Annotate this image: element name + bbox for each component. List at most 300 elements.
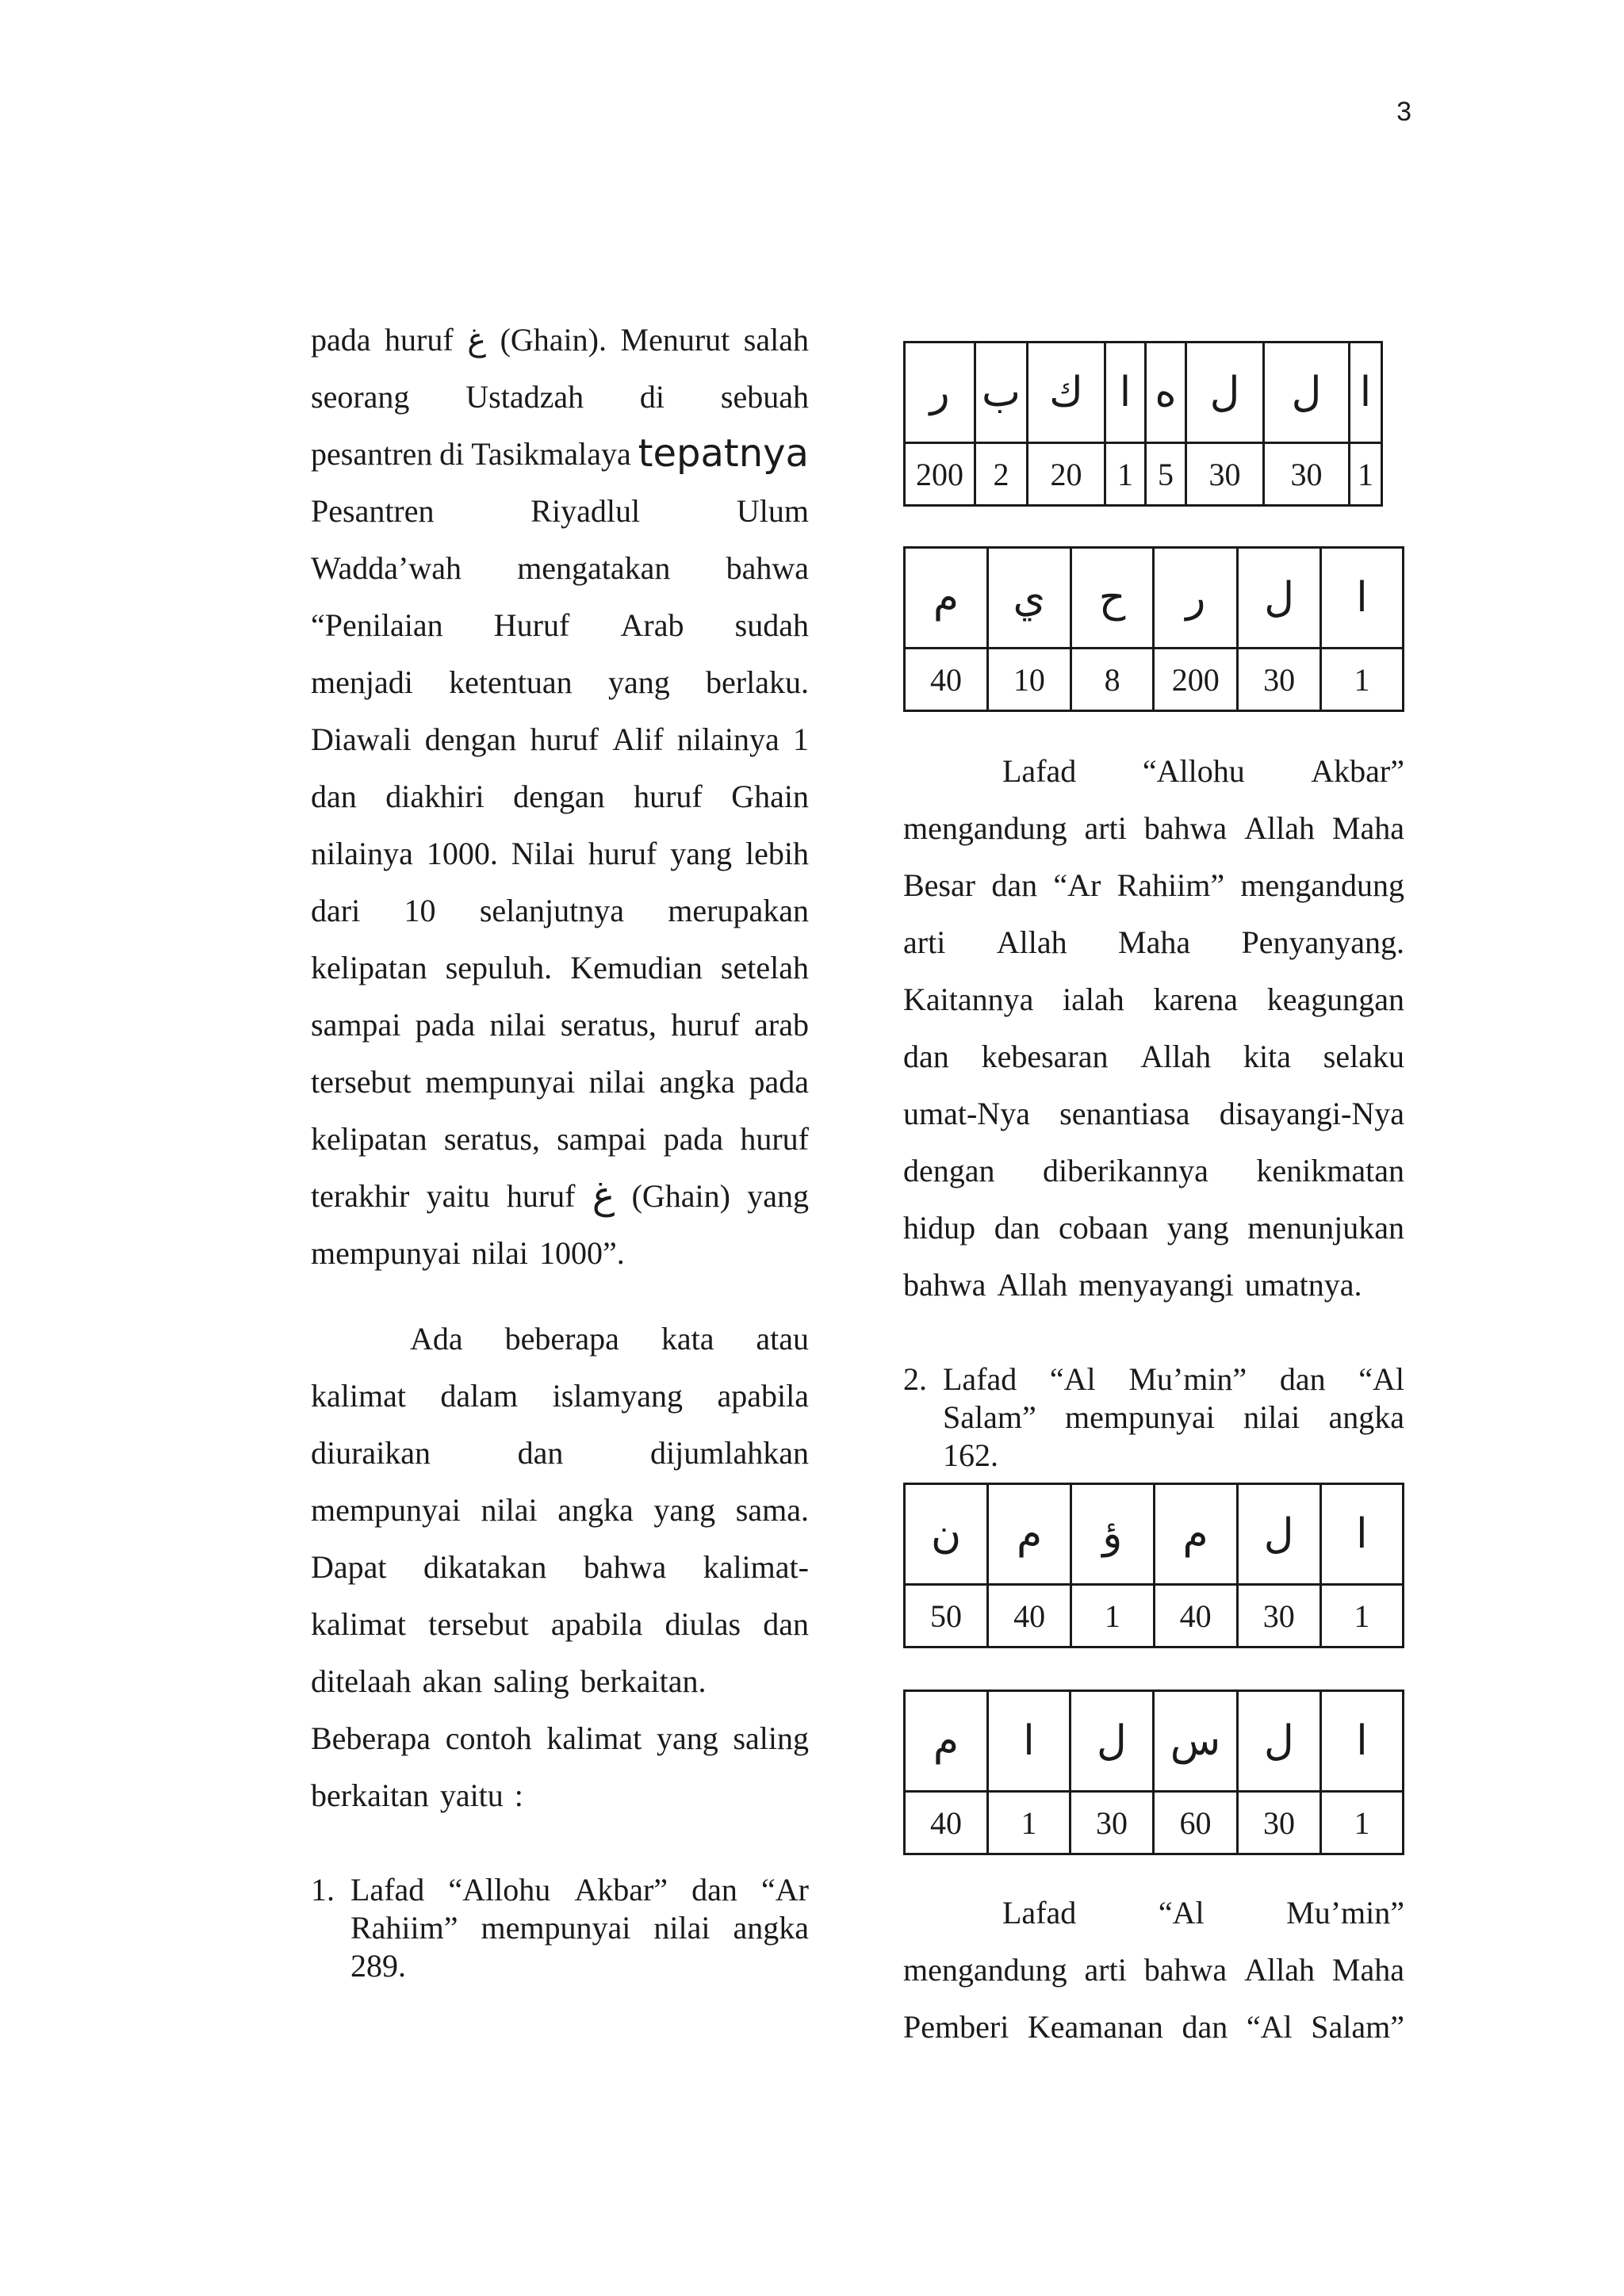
word: 1000”.: [538, 1234, 625, 1271]
value-cell: 1: [1320, 1792, 1403, 1854]
word: kalimat: [546, 1720, 642, 1756]
arabic-letter-cell: ر: [1154, 548, 1238, 649]
text-line: [903, 1027, 1404, 1085]
word: Allah: [1244, 1951, 1315, 1988]
text-line: [311, 710, 809, 767]
word: sebuah: [720, 378, 809, 415]
word: nilainya: [676, 721, 779, 757]
word: salah: [743, 321, 809, 358]
word: 1: [792, 721, 809, 757]
list-line: [350, 1871, 809, 1909]
word: tersebut: [311, 1063, 412, 1100]
word: Salam”: [943, 1399, 1036, 1435]
word: kelipatan: [311, 949, 427, 985]
word: arti: [903, 924, 946, 960]
list-line: [943, 1437, 1404, 1475]
value-cell: 60: [1153, 1792, 1237, 1854]
word: yang: [1166, 1209, 1229, 1246]
word: angka: [1328, 1399, 1404, 1435]
word: (Ghain): [631, 1177, 730, 1214]
arabic-letter-cell: ل: [1237, 1691, 1320, 1792]
arabic-letter-cell: ا: [1321, 548, 1404, 649]
word: Pemberi: [903, 2008, 1009, 2045]
value-cell: 30: [1070, 1792, 1153, 1854]
word: contoh: [445, 1720, 532, 1756]
word: Allah: [996, 924, 1067, 960]
word: hidup: [903, 1209, 976, 1246]
text-line: [903, 1142, 1404, 1199]
list-item-text: [350, 1871, 809, 1985]
word: mempunyai: [1065, 1399, 1215, 1435]
word: mengandung: [903, 1951, 1067, 1988]
text-line: [311, 939, 809, 996]
text-line: [311, 1595, 809, 1652]
letter-row: [905, 342, 1382, 443]
value-cell: 200: [1154, 649, 1238, 711]
word: ialah: [1063, 981, 1124, 1017]
text-line: [311, 1367, 809, 1424]
word: kita: [1243, 1038, 1291, 1074]
word: huruf: [671, 1006, 740, 1043]
value-row: [905, 443, 1382, 506]
word: umat-Nya: [903, 1095, 1030, 1131]
arabic-letter-cell: ن: [905, 1484, 988, 1585]
word: tepatnya: [638, 431, 809, 476]
word: dan: [903, 1038, 949, 1074]
word: saling: [733, 1720, 809, 1756]
word: huruf: [530, 721, 599, 757]
word: arab: [754, 1006, 809, 1043]
value-cell: 40: [905, 649, 988, 711]
word: lebih: [745, 835, 809, 871]
arabic-letter-cell: ؤ: [1071, 1484, 1154, 1585]
word: 289.: [350, 1948, 406, 1984]
word: selanjutnya: [479, 892, 624, 928]
text-line: [311, 1766, 809, 1823]
word: dan: [1182, 2008, 1228, 2045]
word: di: [639, 378, 665, 415]
word: bahwa: [726, 549, 809, 586]
word: kalimat-: [703, 1548, 809, 1585]
text-line: [903, 1998, 1404, 2055]
word: berkaitan.: [580, 1663, 707, 1699]
arabic-letter-cell: ح: [1071, 548, 1154, 649]
value-row: [905, 1792, 1404, 1854]
word: yang: [653, 1491, 716, 1528]
word: sampai: [557, 1120, 647, 1157]
word: seratus,: [443, 1120, 540, 1157]
word: dan: [691, 1872, 737, 1908]
arabic-letter-cell: ل: [1186, 342, 1264, 443]
value-cell: 30: [1264, 443, 1350, 506]
paragraph-letter-values: [311, 311, 809, 1281]
text-line: [311, 311, 809, 368]
word: pesantren: [311, 435, 433, 472]
word: nilai: [1243, 1399, 1300, 1435]
word: cobaan: [1059, 1209, 1149, 1246]
word: 10: [404, 892, 436, 928]
text-line: [311, 1224, 809, 1281]
word: kebesaran: [981, 1038, 1109, 1074]
word: Diawali: [311, 721, 412, 757]
word: umatnya.: [1244, 1266, 1362, 1303]
word: nilai: [588, 1063, 645, 1100]
word: kata: [661, 1320, 714, 1357]
word: Allah: [1244, 809, 1315, 846]
arabic-letter-cell: ب: [975, 342, 1028, 443]
word: atau: [756, 1320, 809, 1357]
paragraph-related-sentences: [311, 1310, 809, 1823]
right-column: [903, 341, 1404, 2055]
arabic-letter-cell: ا: [1320, 1484, 1403, 1585]
word: “Al: [1358, 1361, 1404, 1397]
text-line: [903, 856, 1404, 913]
word: غ: [467, 321, 487, 358]
list-number: 1.: [311, 1872, 335, 1908]
word: berlaku.: [706, 664, 809, 700]
word: menyayangi: [1078, 1266, 1234, 1303]
arabic-letter-cell: ك: [1028, 342, 1105, 443]
word: Salam”: [1311, 2008, 1404, 2045]
text-line: [311, 825, 809, 882]
value-cell: 40: [905, 1792, 988, 1854]
word: Arab: [620, 607, 684, 643]
arabic-letter-cell: ا: [1350, 342, 1382, 443]
word: angka: [557, 1491, 634, 1528]
word: dengan: [903, 1152, 995, 1188]
text-line: [311, 1310, 809, 1367]
text-line: [311, 653, 809, 710]
word: dari: [311, 892, 361, 928]
word: Kemudian: [570, 949, 703, 985]
word: Lafad: [1002, 752, 1077, 789]
word: diakhiri: [385, 778, 485, 814]
text-line: [903, 742, 1404, 799]
arabic-letter-cell: ل: [1238, 548, 1321, 649]
word: di: [439, 435, 465, 472]
word: Maha: [1118, 924, 1191, 960]
value-cell: 30: [1186, 443, 1264, 506]
text-line: [903, 970, 1404, 1027]
arabic-letter-cell: ا: [987, 1691, 1070, 1792]
word: pada: [311, 321, 371, 358]
list-line: [350, 1947, 809, 1985]
word: Lafad: [350, 1872, 425, 1908]
arabic-letter-cell: ر: [905, 342, 975, 443]
text-line: [311, 368, 809, 425]
word: kalimat: [311, 1605, 406, 1642]
letter-row: [905, 548, 1404, 649]
arabic-letter-cell: ه: [1146, 342, 1186, 443]
word: Riyadlul: [530, 492, 641, 529]
value-cell: 2: [975, 443, 1028, 506]
value-cell: 8: [1071, 649, 1154, 711]
word: nilai: [481, 1491, 538, 1528]
word: “Al: [1246, 2008, 1293, 2045]
word: Akbar”: [574, 1872, 668, 1908]
word: yaitu: [439, 1777, 504, 1813]
word: dan: [763, 1605, 809, 1642]
text-line: [311, 1110, 809, 1167]
text-line: [311, 1709, 809, 1766]
value-cell: 1: [1105, 443, 1146, 506]
text-line: [311, 539, 809, 596]
left-column: [311, 311, 809, 1985]
word: Penyanyang.: [1241, 924, 1404, 960]
word: Tasikmalaya: [471, 435, 631, 472]
word: dalam: [440, 1377, 519, 1414]
text-line: [311, 882, 809, 939]
word: “Ar: [1053, 867, 1101, 903]
word: Beberapa: [311, 1720, 431, 1756]
word: Maha: [1331, 1951, 1404, 1988]
arabic-letter-cell: ي: [987, 548, 1071, 649]
word: mengatakan: [517, 549, 671, 586]
word: dan: [994, 1209, 1040, 1246]
word: nilainya: [311, 835, 413, 871]
list-line: [943, 1360, 1404, 1399]
word: غ: [592, 1173, 615, 1218]
text-line: [311, 1053, 809, 1110]
word: karena: [1153, 981, 1239, 1017]
word: seratus,: [560, 1006, 657, 1043]
arabic-letter-cell: م: [905, 548, 988, 649]
word: Lafad: [943, 1361, 1017, 1397]
word: kenikmatan: [1256, 1152, 1404, 1188]
word: berkaitan: [311, 1777, 429, 1813]
word: Kaitannya: [903, 981, 1034, 1017]
arabic-letter-cell: ل: [1264, 342, 1350, 443]
word: terakhir: [311, 1177, 410, 1214]
word: “Penilaian: [311, 607, 443, 643]
word: Mu’min”: [1286, 1894, 1404, 1931]
value-cell: 20: [1028, 443, 1105, 506]
word: yang: [656, 1720, 718, 1756]
word: pada: [749, 1063, 809, 1100]
word: pada: [415, 1006, 476, 1043]
word: diulas: [665, 1605, 741, 1642]
word: Wadda’wah: [311, 549, 462, 586]
word: nilai: [653, 1910, 710, 1946]
word: huruf: [385, 321, 454, 358]
word: dengan: [424, 721, 517, 757]
word: Akbar”: [1311, 752, 1404, 789]
word: islamyang: [552, 1377, 684, 1414]
text-line: [903, 1199, 1404, 1256]
value-cell: 1: [1321, 649, 1404, 711]
word: arti: [1084, 809, 1127, 846]
word: “Allohu: [1142, 752, 1245, 789]
text-line: [903, 1941, 1404, 1998]
word: apabila: [550, 1605, 643, 1642]
word: bahwa: [1143, 1951, 1228, 1988]
word: Pesantren: [311, 492, 435, 529]
text-line: [311, 767, 809, 825]
word: diuraikan: [311, 1434, 431, 1471]
value-row: [905, 649, 1404, 711]
word: menunjukan: [1247, 1209, 1404, 1246]
letter-row: [905, 1484, 1404, 1585]
page-number: 3: [1396, 97, 1411, 127]
word: Lafad: [1002, 1894, 1077, 1931]
word: mempunyai: [425, 1063, 576, 1100]
word: sama.: [735, 1491, 809, 1528]
word: :: [514, 1777, 523, 1813]
word: angka: [659, 1063, 735, 1100]
word: diberikannya: [1043, 1152, 1208, 1188]
arabic-letter-cell: م: [988, 1484, 1071, 1585]
word: huruf: [634, 778, 703, 814]
word: yaitu: [426, 1177, 490, 1214]
value-cell: 50: [905, 1585, 988, 1647]
word: “Al: [1049, 1361, 1096, 1397]
paragraph-al-mumin-meaning: [903, 1884, 1404, 2055]
text-line: [311, 1538, 809, 1595]
word: nilai: [489, 1006, 546, 1043]
arabic-letter-cell: س: [1153, 1691, 1237, 1792]
table-ar-rahiim: [903, 546, 1404, 712]
value-cell: 30: [1238, 649, 1321, 711]
word: yang: [670, 835, 733, 871]
word: saling: [493, 1663, 569, 1699]
word: huruf: [588, 835, 657, 871]
word: Keamanan: [1027, 2008, 1163, 2045]
arabic-letter-cell: م: [1154, 1484, 1237, 1585]
word: kalimat: [311, 1377, 406, 1414]
arabic-letter-cell: ل: [1237, 1484, 1320, 1585]
paragraph-allohu-akbar-meaning: [903, 742, 1404, 1313]
word: yang: [747, 1177, 809, 1214]
word: menjadi: [311, 664, 413, 700]
value-cell: 1: [1320, 1585, 1403, 1647]
list-line: [350, 1909, 809, 1947]
word: mempunyai: [311, 1491, 461, 1528]
word: Maha: [1331, 809, 1404, 846]
value-cell: 40: [1154, 1585, 1237, 1647]
word: bahwa: [903, 1266, 986, 1303]
word: kelipatan: [311, 1120, 427, 1157]
word: dan: [1279, 1361, 1326, 1397]
word: Ghain: [731, 778, 809, 814]
arabic-letter-cell: ل: [1070, 1691, 1153, 1792]
word: yang: [607, 664, 670, 700]
word: dan: [991, 867, 1038, 903]
word: angka: [733, 1910, 809, 1946]
value-row: [905, 1585, 1404, 1647]
word: “Ar: [761, 1872, 809, 1908]
text-line: [311, 425, 809, 482]
word: Ada: [410, 1320, 463, 1357]
word: Allah: [1140, 1038, 1212, 1074]
word: huruf: [506, 1177, 576, 1214]
value-cell: 40: [988, 1585, 1071, 1647]
value-cell: 10: [987, 649, 1071, 711]
word: Mu’min”: [1128, 1361, 1247, 1397]
word: sampai: [311, 1006, 401, 1043]
word: (Ghain).: [500, 321, 607, 358]
list-item-1: [311, 1871, 809, 1985]
list-line: [943, 1399, 1404, 1437]
word: mengandung: [903, 809, 1067, 846]
word: senantiasa: [1059, 1095, 1190, 1131]
word: seorang: [311, 378, 410, 415]
letter-row: [905, 1691, 1404, 1792]
word: Alif: [612, 721, 664, 757]
word: huruf: [740, 1120, 809, 1157]
word: ditelaah: [311, 1663, 412, 1699]
list-item-2: [903, 1360, 1404, 1475]
word: Dapat: [311, 1548, 387, 1585]
word: Besar: [903, 867, 976, 903]
word: bahwa: [1143, 809, 1228, 846]
word: dengan: [513, 778, 605, 814]
word: dan: [311, 778, 357, 814]
word: nilai: [471, 1234, 528, 1271]
text-line: [903, 1884, 1404, 1941]
word: mempunyai: [311, 1234, 461, 1271]
text-line: [311, 596, 809, 653]
value-cell: 1: [987, 1792, 1070, 1854]
arabic-letter-cell: ا: [1105, 342, 1146, 443]
text-line: [311, 996, 809, 1053]
value-cell: 30: [1237, 1792, 1320, 1854]
word: sudah: [734, 607, 809, 643]
text-line: [311, 1167, 809, 1224]
word: pada: [663, 1120, 724, 1157]
word: Allah: [997, 1266, 1068, 1303]
word: beberapa: [504, 1320, 619, 1357]
text-line: [311, 1424, 809, 1481]
word: selaku: [1323, 1038, 1404, 1074]
value-cell: 30: [1237, 1585, 1320, 1647]
value-cell: 200: [905, 443, 975, 506]
text-line: [903, 913, 1404, 970]
value-cell: 1: [1350, 443, 1382, 506]
word: “Al: [1158, 1894, 1205, 1931]
word: tersebut: [428, 1605, 529, 1642]
text-line: [311, 1481, 809, 1538]
word: Ulum: [736, 492, 809, 529]
table-al-mumin: [903, 1483, 1404, 1648]
text-line: [311, 482, 809, 539]
word: disayangi-Nya: [1219, 1095, 1404, 1131]
word: Nilai: [511, 835, 575, 871]
table-allohu-akbar: [903, 341, 1383, 507]
list-item-text: [943, 1360, 1404, 1475]
word: “Allohu: [448, 1872, 551, 1908]
word: keagungan: [1266, 981, 1404, 1017]
word: setelah: [720, 949, 809, 985]
word: dijumlahkan: [650, 1434, 809, 1471]
word: apabila: [717, 1377, 809, 1414]
word: 162.: [943, 1437, 998, 1473]
arabic-letter-cell: م: [905, 1691, 988, 1792]
word: Rahiim”: [350, 1910, 458, 1946]
word: mengandung: [1240, 867, 1404, 903]
word: 1000.: [426, 835, 498, 871]
value-cell: 5: [1146, 443, 1186, 506]
word: ketentuan: [449, 664, 573, 700]
word: mempunyai: [481, 1910, 631, 1946]
word: merupakan: [668, 892, 809, 928]
list-number: 2.: [903, 1361, 927, 1397]
word: Rahiim”: [1116, 867, 1225, 903]
text-line: [311, 1652, 809, 1709]
text-line: [903, 1085, 1404, 1142]
word: Ustadzah: [465, 378, 584, 415]
word: sepuluh.: [445, 949, 553, 985]
word: arti: [1084, 1951, 1127, 1988]
